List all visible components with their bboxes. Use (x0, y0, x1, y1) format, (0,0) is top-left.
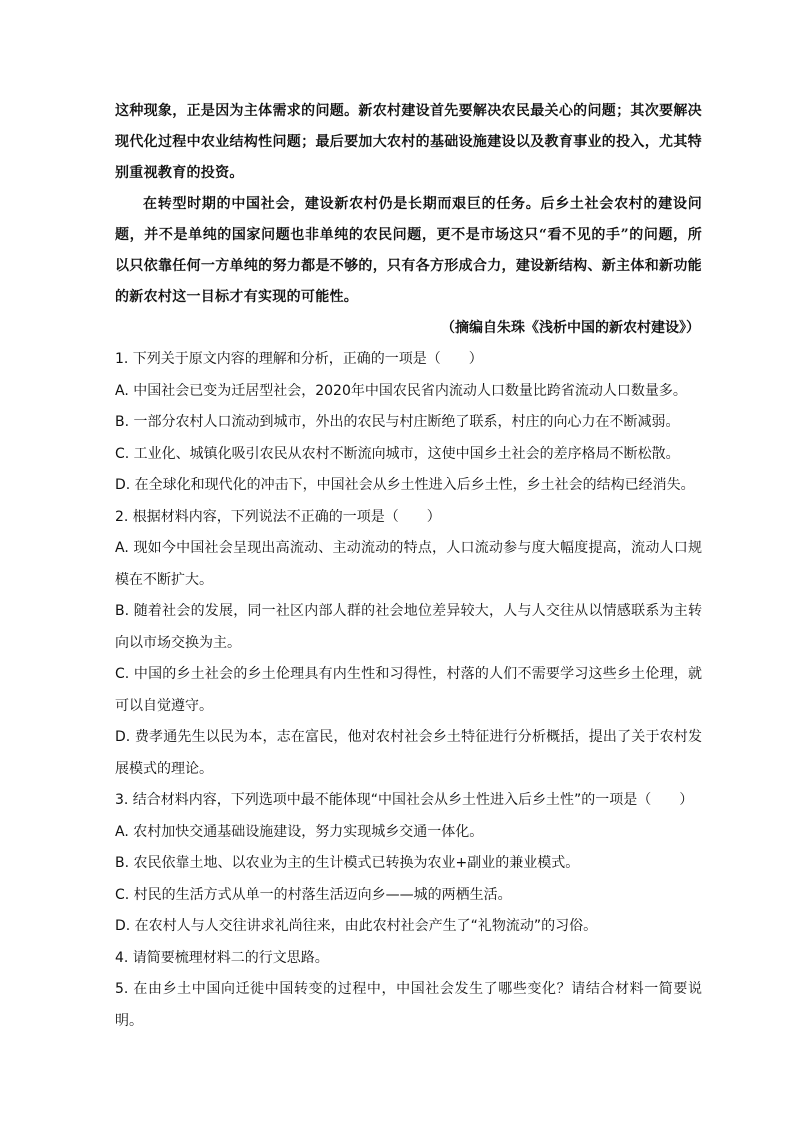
question-1 (115, 344, 702, 502)
passage-paragraph-1: 这种现象，正是因为主体需求的问题。新农村建设首先要解决农民最关心的问题；其次要解决现代化过程中农业结构性问题；最后要加大农村的基础设施建设以及教育事业的投入，尤其特别重视教育的投资。 (115, 103, 702, 181)
option-a: A. 现如今中国社会呈现出高流动、主动流动的特点，人口流动参与度大幅度提高，流动人口规模在不断扩大。 (115, 540, 702, 588)
option-a: A. 农村加快交通基础设施建设，努力实现城乡交通一体化。 (115, 823, 484, 840)
option-d: D. 在全球化和现代化的冲击下，中国社会从乡土性进入后乡土性，乡土社会的结构已经消失。 (115, 477, 695, 493)
question-2 (115, 502, 702, 786)
option-c: C. 中国的乡土社会的乡土伦理具有内生性和习得性，村落的人们不需要学习这些乡土伦理，就可以自觉遵守。 (115, 666, 702, 714)
option-b: B. 一部分农村人口流动到城市，外出的农民与村庄断绝了联系，村庄的向心力在不断减弱。 (115, 414, 680, 430)
option-b: B. 随着社会的发展，同一社区内部人群的社会地位差异较大，人与人交往从以情感联系为主转向以市场交换为主。 (115, 603, 702, 651)
option-b: B. 农民依靠土地、以农业为主的生计模式已转换为农业+副业的兼业模式。 (115, 855, 580, 871)
option-c: C. 工业化、城镇化吸引农民从农村不断流向城市，这使中国乡土社会的差序格局不断松散。 (115, 445, 680, 462)
question-stem: 5. 在由乡土中国向迁徙中国转变的过程中，中国社会发生了哪些变化？请结合材料一简要说明。 (115, 981, 702, 1029)
passage (115, 96, 702, 313)
option-d: D. 费孝通先生以民为本，志在富民，他对农村社会乡土特征进行分析概括，提出了关于农村发展模式的理论。 (115, 729, 702, 777)
question-3 (115, 785, 702, 943)
passage-source: （摘编自朱珠《浅析中国的新农村建设》） (441, 320, 700, 336)
question-4 (115, 943, 702, 975)
option-d: D. 在农村人与人交往讲求礼尚往来，由此农村社会产生了“礼物流动”的习俗。 (115, 918, 598, 934)
option-c: C. 村民的生活方式从单一的村落生活迈向乡——城的两栖生活。 (115, 886, 512, 903)
question-stem: 4. 请简要梳理材料二的行文思路。 (115, 949, 329, 966)
question-stem: 1. 下列关于原文内容的理解和分析，正确的一项是（ ） (115, 351, 483, 367)
questions-section (115, 344, 702, 1037)
option-a: A. 中国社会已变为迁居型社会，2020年中国农民省内流动人口数量比跨省流动人口数量多。 (115, 382, 687, 399)
question-stem: 3. 结合材料内容，下列选项中最不能体现“中国社会从乡土性进入后乡土性”的一项是（ ） (115, 792, 694, 808)
passage-paragraph-2: 在转型时期的中国社会，建设新农村仍是长期而艰巨的任务。后乡土社会农村的建设问题，并不是单纯的国家问题也非单纯的农民问题，更不是市场这只“看不见的手”的问题，所以只依靠任何一方单纯的努力都是不够的，只有各方形成合力，建设新结构、新主体和新功能的新农村这一目标才有实现的可能性。 (115, 196, 702, 305)
question-stem: 2. 根据材料内容，下列说法不正确的一项是（ ） (115, 508, 441, 525)
question-5 (115, 974, 702, 1037)
